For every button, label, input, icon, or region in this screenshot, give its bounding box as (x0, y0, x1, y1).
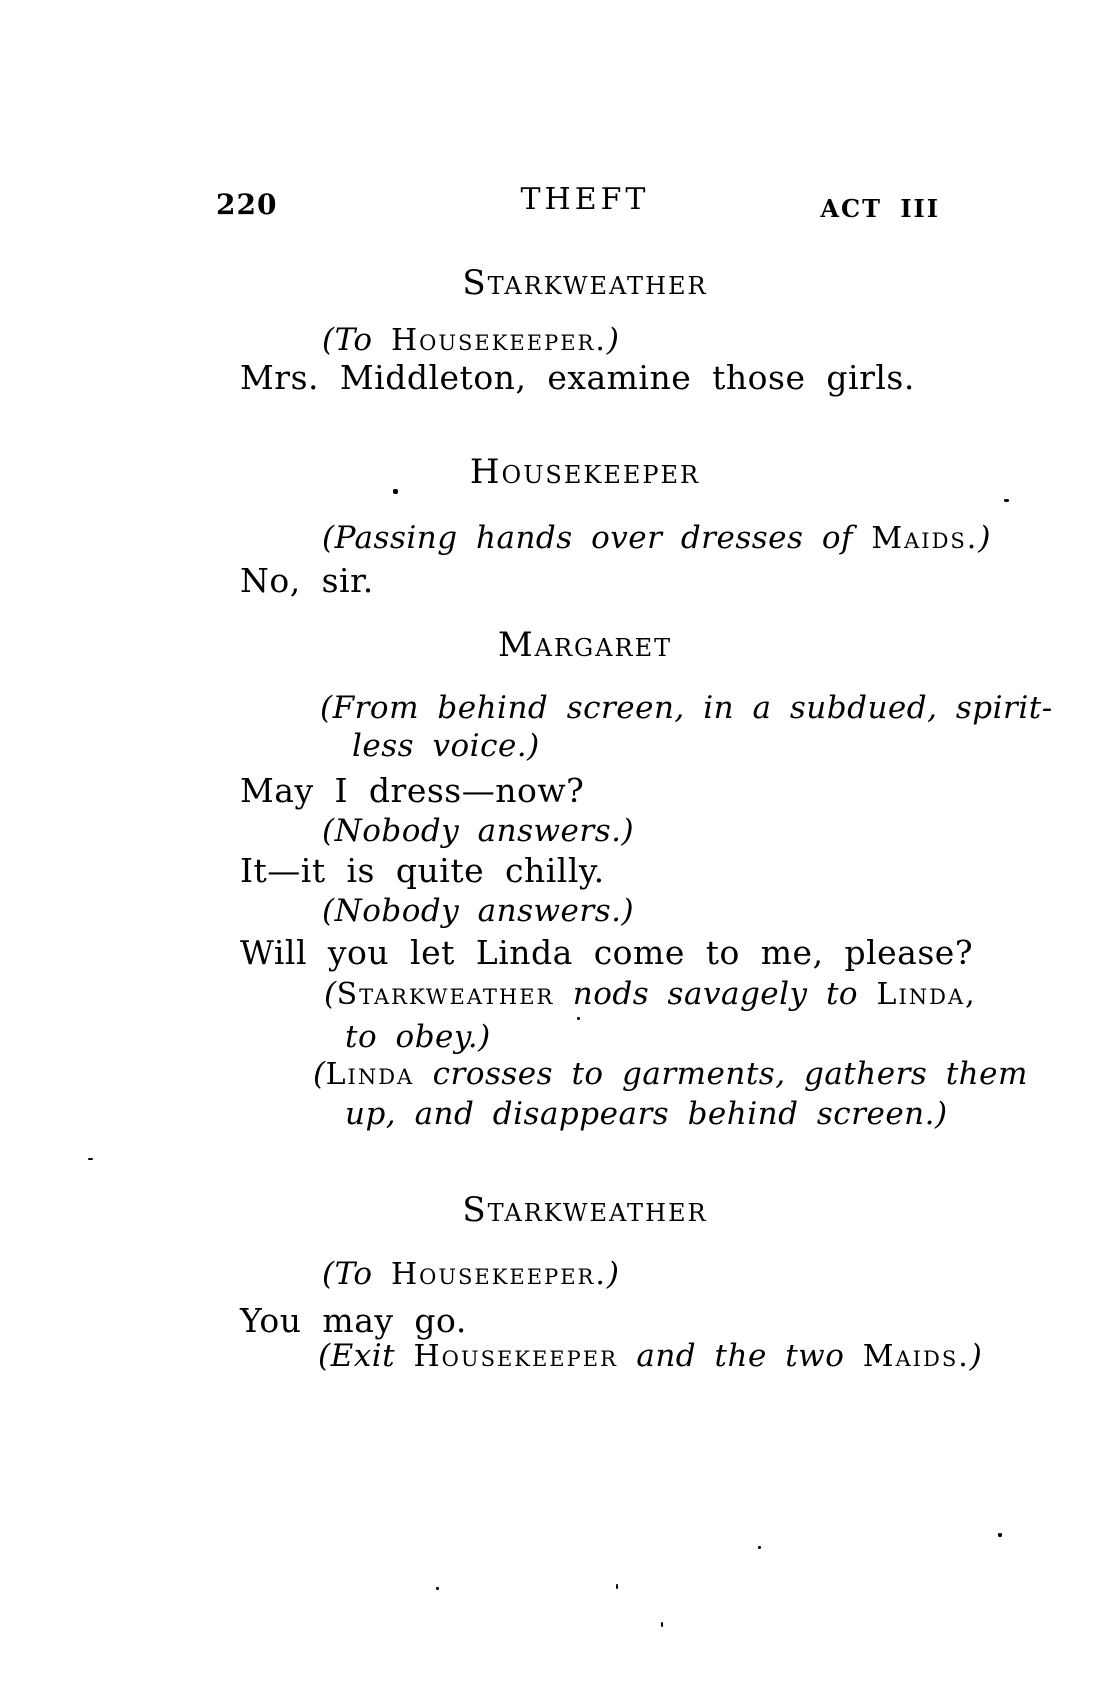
stage-direction-line (352, 728, 540, 764)
direction-text: (Nobody answers.) (322, 813, 635, 849)
direction-text: (Passing hands over dresses of (322, 520, 872, 556)
direction-text: (To (322, 322, 391, 358)
direction-text: ( (313, 1056, 326, 1092)
direction-text: (Nobody answers.) (322, 893, 635, 929)
speaker-heading-starkweather: Starkweather (462, 263, 708, 303)
stage-direction-line (345, 1096, 948, 1132)
stage-direction-line (345, 1019, 491, 1055)
dialogue-line: It—it is quite chilly. (240, 851, 605, 890)
character-name: Maids. (871, 521, 979, 556)
stage-direction-line (322, 1256, 620, 1292)
direction-text: ) (969, 1338, 983, 1374)
stage-direction-line (313, 1056, 1028, 1092)
page-number: 220 (216, 188, 278, 221)
speaker-heading-housekeeper: Housekeeper (469, 452, 701, 492)
direction-text: nods savagely to (554, 976, 877, 1012)
scan-speck (577, 1017, 580, 1020)
direction-text: up, and disappears behind screen.) (345, 1096, 948, 1132)
stage-direction-line (324, 976, 977, 1012)
scan-speck (758, 1546, 761, 1549)
direction-text: ) (606, 1256, 620, 1292)
scan-speck (998, 1533, 1002, 1537)
dialogue-line: No, sir. (240, 561, 374, 600)
character-name: Housekeeper (413, 1339, 618, 1374)
dialogue-line: Mrs. Middleton, examine those girls. (240, 358, 915, 397)
character-name: Maids. (862, 1339, 970, 1374)
stage-direction-line (320, 690, 1053, 726)
scan-speck (661, 1622, 663, 1627)
stage-direction-line (322, 520, 991, 556)
stage-direction-line (322, 322, 620, 358)
scan-speck (616, 1584, 618, 1589)
direction-text: and the two (617, 1338, 863, 1374)
direction-text: to obey.) (345, 1019, 491, 1055)
dialogue-line: May I dress—now? (240, 771, 585, 810)
character-name: Housekeeper. (390, 1257, 607, 1292)
direction-text: (From behind screen, in a subdued, spirit- (320, 690, 1053, 726)
stage-direction-line (322, 813, 635, 849)
scan-speck (1004, 499, 1009, 502)
direction-text: crosses to garments, gathers them (414, 1056, 1028, 1092)
direction-text: (Exit (318, 1338, 414, 1374)
character-name: Starkweather (336, 977, 555, 1012)
stage-direction-line (318, 1338, 983, 1374)
speaker-heading-starkweather-2: Starkweather (462, 1190, 708, 1230)
scan-speck (393, 489, 398, 494)
character-name: Housekeeper. (390, 323, 607, 358)
direction-text: ) (606, 322, 620, 358)
direction-text: ( (324, 976, 337, 1012)
dialogue-line: Will you let Linda come to me, please? (240, 933, 974, 972)
dialogue-line: You may go. (240, 1301, 467, 1340)
speaker-heading-margaret: Margaret (497, 625, 673, 665)
character-name: Linda, (876, 977, 977, 1012)
stage-direction-line (322, 893, 635, 929)
act-label: ACT III (820, 194, 940, 223)
character-name: Linda (325, 1057, 415, 1092)
running-title: THEFT (520, 182, 650, 217)
scan-speck (436, 1587, 439, 1590)
direction-text: (To (322, 1256, 391, 1292)
scan-speck (88, 1158, 93, 1160)
direction-text: ) (978, 520, 991, 556)
direction-text: less voice.) (352, 728, 540, 764)
